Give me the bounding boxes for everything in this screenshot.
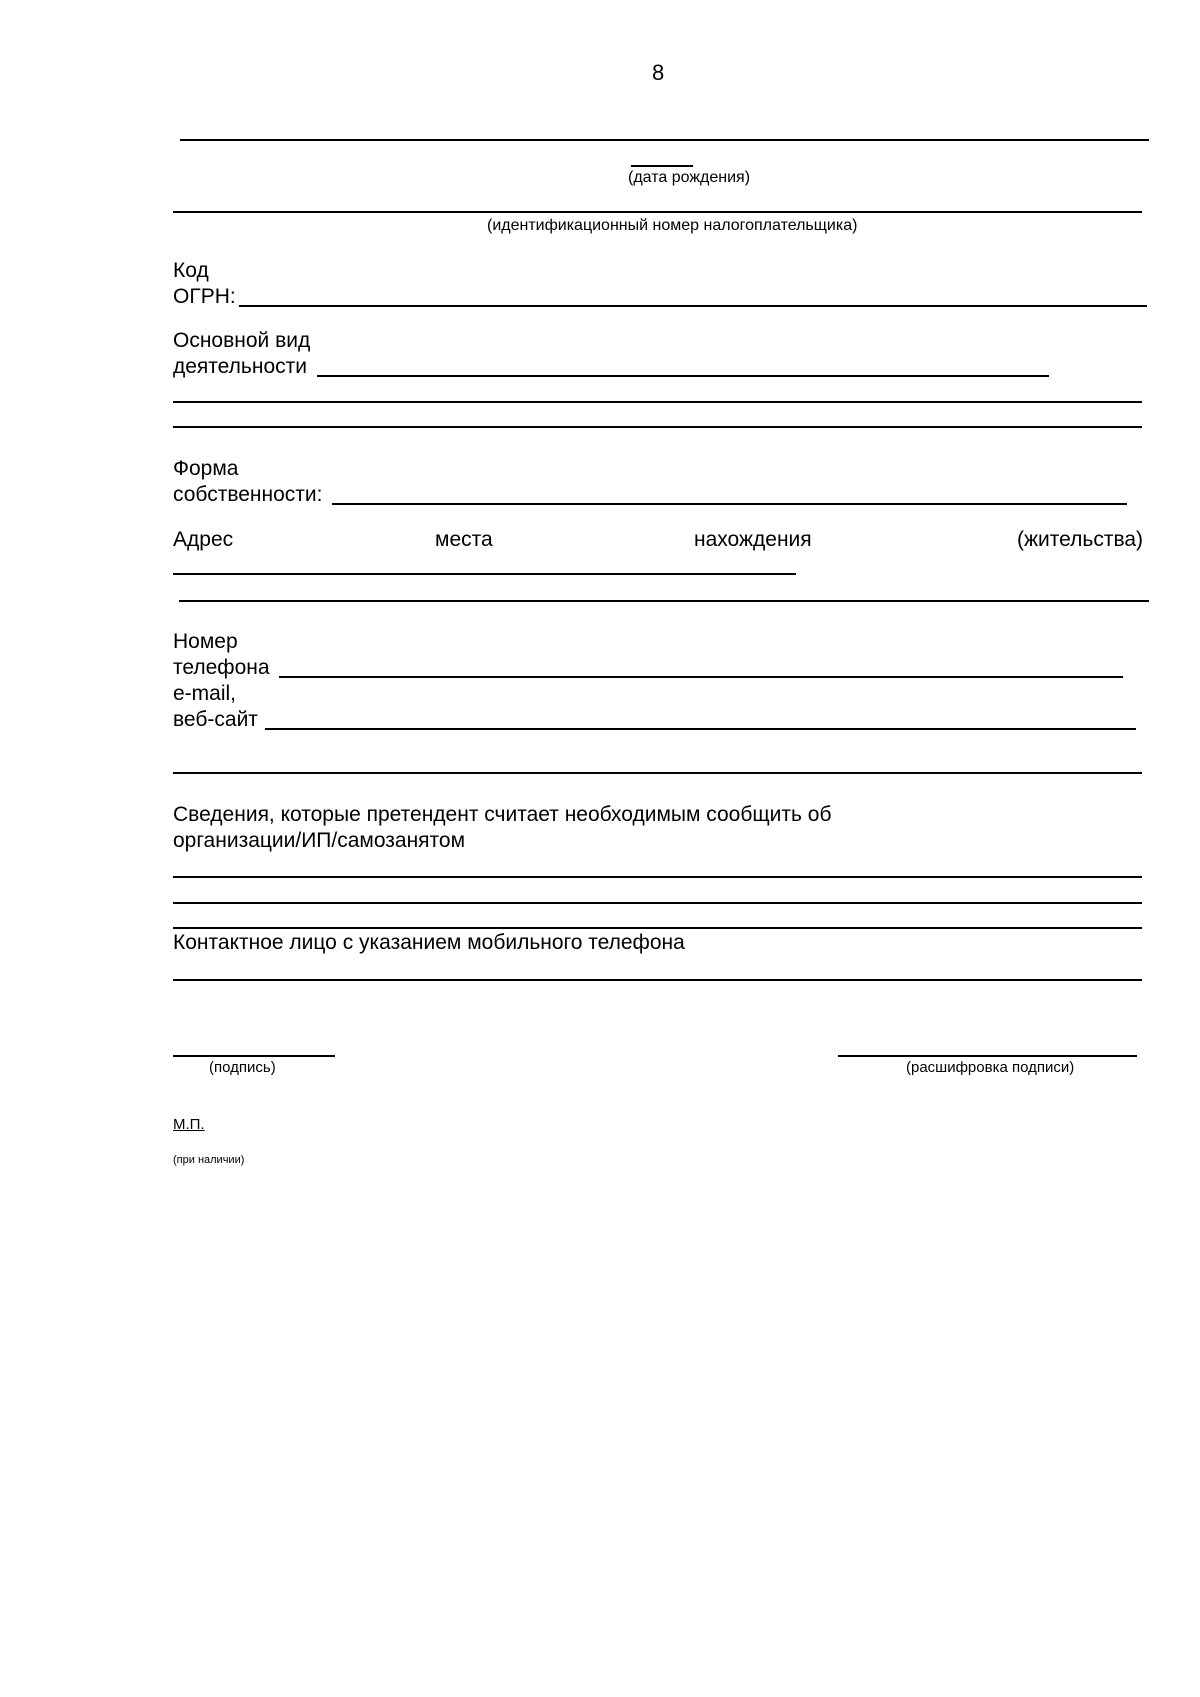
ogrn-label-line1: Код xyxy=(173,259,209,282)
address-word-3: нахождения xyxy=(694,528,812,551)
ownership-label-line1: Форма xyxy=(173,457,239,480)
birth-date-line[interactable] xyxy=(631,165,693,167)
contact-person-label: Контактное лицо с указанием мобильного телефона xyxy=(173,931,685,954)
contacts-extra-line[interactable] xyxy=(173,772,1142,774)
inn-line[interactable] xyxy=(173,211,1142,213)
full-name-line[interactable] xyxy=(180,139,1149,141)
activity-extra-line-2[interactable] xyxy=(173,426,1142,428)
ownership-label-line2: собственности: xyxy=(173,483,323,506)
activity-field[interactable] xyxy=(317,375,1049,377)
activity-label-line2: деятельности xyxy=(173,355,307,378)
address-field-1[interactable] xyxy=(173,573,796,575)
info-field-1[interactable] xyxy=(173,876,1142,878)
stamp-label: М.П. xyxy=(173,1116,205,1133)
web-field[interactable] xyxy=(265,728,1136,730)
phone-label-line2: телефона xyxy=(173,656,270,679)
activity-extra-line-1[interactable] xyxy=(173,401,1142,403)
page-number: 8 xyxy=(652,60,665,85)
phone-label-line1: Номер xyxy=(173,630,238,653)
address-field-2[interactable] xyxy=(179,600,1149,602)
web-label-line2: веб-сайт xyxy=(173,708,258,731)
info-label-line2: организации/ИП/самозанятом xyxy=(173,829,466,852)
info-label-line1: Сведения, которые претендент считает необходимым сообщить об xyxy=(173,803,832,826)
contact-person-field[interactable] xyxy=(173,979,1142,981)
address-word-1: Адрес xyxy=(173,528,234,551)
inn-caption: (идентификационный номер налогоплательщика) xyxy=(487,217,858,234)
signature-decode-caption: (расшифровка подписи) xyxy=(906,1059,1075,1076)
ogrn-field[interactable] xyxy=(239,305,1147,307)
phone-field[interactable] xyxy=(279,676,1123,678)
ogrn-label-line2: ОГРН: xyxy=(173,285,236,308)
info-field-3[interactable] xyxy=(173,927,1142,929)
info-field-2[interactable] xyxy=(173,902,1142,904)
address-word-4: (жительства) xyxy=(1017,528,1144,551)
signature-decode-line[interactable] xyxy=(838,1055,1137,1057)
activity-label-line1: Основной вид xyxy=(173,329,311,352)
birth-date-caption: (дата рождения) xyxy=(628,169,751,186)
stamp-note: (при наличии) xyxy=(173,1154,245,1166)
address-word-2: места xyxy=(435,528,493,551)
ownership-field[interactable] xyxy=(332,503,1127,505)
web-label-line1: e-mail, xyxy=(173,682,237,705)
signature-line[interactable] xyxy=(173,1055,335,1057)
signature-caption: (подпись) xyxy=(209,1059,276,1076)
